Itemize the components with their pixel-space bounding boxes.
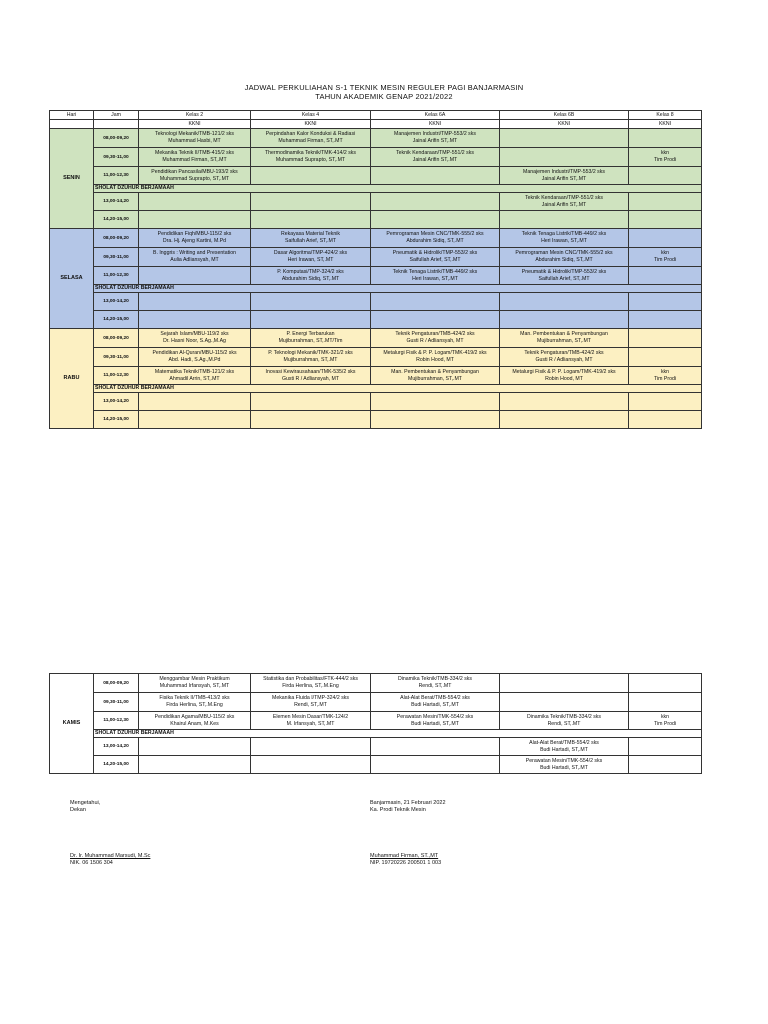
schedule-cell [629,229,702,248]
schedule-cell [629,367,702,385]
schedule-cell [139,293,251,311]
cell-text: kkn [660,368,670,375]
cell-text: Pneumatik & Hidrolik/TMP-553/2 sks [392,250,478,256]
cell-text: Teknik Tenaga Listrik/TMB-449/2 sks [392,268,478,275]
cell-text: Muhammad Suprapto, ST,.MT [275,157,346,163]
schedule-cell [251,348,371,367]
schedule-cell [500,167,629,185]
schedule-cell [251,148,371,167]
kkni-label: KKNI [139,120,251,129]
time-slot: 11,00-12,30 [94,167,139,185]
schedule-cell [500,674,629,693]
acknowledged-label: Mengetahui, [70,800,101,806]
cell-text: Abdurahim Sidiq, ST,.MT [281,275,340,282]
cell-text: kkn [660,713,670,720]
cell-text: Ahmadil Arrin, ST,.MT [169,375,220,382]
schedule-cell [139,674,251,693]
cell-text: Heri Irawan, ST,.MT [287,257,334,263]
cell-text: Pemrograman Mesin CNC/TMK-555/2 sks [386,231,484,237]
cell-text: kkn [660,150,670,156]
cell-text: Gusti R / Adliansyah, MT [281,375,340,382]
schedule-table-kamis [49,673,702,774]
time-slot: 09,30-11,00 [94,693,139,712]
cell-text: Inovasi Kewirausahaan/TMK-535/2 sks [265,368,356,375]
schedule-cell [629,148,702,167]
cell-text: Gusti R / Adliansyah, MT [535,357,593,363]
schedule-cell [371,367,500,385]
cell-text: Statistika dan Probabilitas/FTK-444/2 sks [263,676,358,682]
schedule-cell [251,311,371,329]
schedule-cell [251,129,371,148]
kkni-label: KKNI [371,120,500,129]
cell-text: Jainal Arifin ST,.MT [412,138,458,144]
cell-text: Muhammad Hasbi, MT [168,138,221,144]
schedule-cell [251,211,371,229]
cell-text: Jainal Arifin ST,.MT [412,157,458,163]
time-slot: 09,30-11,00 [94,348,139,367]
time-slot: 14,20-15,00 [94,211,139,229]
cell-text: Perawatan Mesin/TMK-554/2 sks [396,713,474,720]
cell-text: Dr. Hasni Noor, S.Ag.,M.Ag [163,338,226,344]
schedule-cell [371,738,500,756]
time-slot: 13,00-14,20 [94,293,139,311]
schedule-cell [629,393,702,411]
time-slot: 08,00-09,20 [94,229,139,248]
schedule-cell [629,129,702,148]
schedule-cell [139,712,251,730]
cell-text: Abdurahim Sidiq, ST,.MT [406,238,464,244]
cell-text: Elemen Mesin Dasar/TMK-124/2 [272,713,349,720]
cell-text: Dasar Algoritma/TMP-424/2 sks [273,250,348,256]
day-rabu: RABU [50,329,94,429]
header-kelas-4: Kelas 4 [251,111,371,120]
cell-text: Metalurgi Fisik & P. P. Logam/TMK-419/2 sks [512,368,616,375]
schedule-cell [371,674,500,693]
schedule-cell [500,348,629,367]
time-slot: 13,00-14,20 [94,393,139,411]
schedule-cell [139,148,251,167]
cell-text: Man. Pembentukan & Penyambungan [391,368,479,375]
cell-text: Dinamika Teknik/TMB-334/2 sks [398,676,472,682]
signature-right-block [370,800,446,814]
time-slot: 14,20-15,00 [94,411,139,429]
schedule-cell [500,229,629,248]
signature-right-name-block [370,853,441,867]
schedule-cell [371,248,500,267]
cell-text: Pendidikan Agama/MBU-115/2 sks [154,713,235,720]
schedule-cell [629,311,702,329]
schedule-cell [500,211,629,229]
time-slot: 14,20-15,00 [94,756,139,774]
break-row: SHOLAT DZUHUR BERJAMAAH [94,385,702,393]
schedule-cell [251,674,371,693]
kkni-label: KKNI [629,120,702,129]
schedule-cell [371,329,500,348]
cell-text: Alat-Alat Berat/TMB-554/2 sks [529,739,599,746]
schedule-cell [371,193,500,211]
cell-text: Abd. Hadi, S.Ag.,M.Pd [168,357,221,363]
schedule-cell [500,756,629,774]
cell-text: M. Irfansyah, ST,.MT [286,720,335,727]
schedule-cell [251,712,371,730]
cell-text: Budi Hartadi, ST,.MT [540,764,588,771]
schedule-cell [500,267,629,285]
time-slot: 08,00-09,20 [94,674,139,693]
schedule-cell [251,738,371,756]
signature-left-block [70,800,100,814]
schedule-cell [371,756,500,774]
cell-text: Teknik Pengaturan/TMB-424/2 sks [395,331,475,337]
cell-text: Robin Hood, MT [416,357,454,363]
schedule-cell [371,211,500,229]
schedule-title: JADWAL PERKULIAHAN S-1 TEKNIK MESIN REGULER PAGI BANJARMASIN [244,83,524,92]
signature-left-name-block [70,853,150,867]
cell-text: Tim Prodi [653,257,676,263]
cell-text: Heri Irawan, ST,.MT [541,238,587,244]
cell-text: Pendidikan Al-Quran/MBU-115/2 sks [152,350,237,356]
schedule-cell [371,348,500,367]
schedule-cell [629,674,702,693]
schedule-cell [500,193,629,211]
schedule-cell [629,738,702,756]
schedule-cell [500,148,629,167]
cell-text: Alat-Alat Berat/TMB-554/2 sks [400,695,470,701]
schedule-cell [251,411,371,429]
cell-text: Saifullah Arief, ST,.MT [538,275,590,282]
schedule-cell [500,311,629,329]
cell-text: Pemrograman Mesin CNC/TMK-555/2 sks [515,250,613,256]
cell-text: Pneumatik & Hidrolik/TMP-553/2 sks [521,268,607,275]
header-kelas-6b: Kelas 6B [500,111,629,120]
cell-text: P. Energi Terbarukan [286,331,335,337]
head-role: Ka. Prodi Teknik Mesin [370,807,426,813]
cell-text: Tim Prodi [653,375,676,382]
dean-name: Dr. Ir. Muhammad Marsudi, M.Sc [70,853,151,859]
schedule-cell [251,267,371,285]
cell-text: Jainal Arifin ST,.MT [541,201,587,208]
schedule-cell [500,693,629,712]
break-row: SHOLAT DZUHUR BERJAMAAH [94,185,702,193]
dean-id: NIK. 06 1506 304 [70,860,113,866]
place-date: Banjarmasin, 21 Februari 2022 [370,800,446,806]
schedule-cell [629,193,702,211]
cell-text: Firda Herlina, ST,.M.Eng [166,702,223,708]
cell-text: Budi Hartadi, ST,.MT [411,702,459,708]
schedule-cell [251,693,371,712]
cell-text: Dinamika Teknik/TMB-334/2 sks [527,713,601,720]
schedule-cell [371,229,500,248]
cell-text: Rendi, ST,.MT [294,702,327,708]
cell-text: Muhammad Suprapto, ST,.MT [159,175,230,182]
schedule-cell [139,229,251,248]
time-slot: 13,00-14,20 [94,738,139,756]
schedule-cell [251,293,371,311]
schedule-cell [139,311,251,329]
cell-text: Tim Prodi [653,157,676,163]
cell-text: Abdurahim Sidiq, ST,.MT [535,257,593,263]
cell-text: Robin Hood, MT [545,375,583,382]
cell-text: Mujiburrahman, ST,.MT [537,338,591,344]
schedule-cell [139,211,251,229]
schedule-table-main [49,110,702,429]
schedule-cell [371,293,500,311]
schedule-cell [629,693,702,712]
schedule-cell [371,712,500,730]
cell-text: Pendidikan Pancasila/MBU-193/2 sks [151,168,238,175]
schedule-cell [371,148,500,167]
cell-text: Rendi, ST,.MT [418,683,452,689]
schedule-cell [139,329,251,348]
cell-text: Tim Prodi [653,720,676,727]
schedule-cell [629,248,702,267]
cell-text: Menggambar Mesin Praktikum [159,676,230,682]
day-selasa: SELASA [50,229,94,329]
schedule-cell [500,293,629,311]
cell-text: Matematika Teknik/TMB-121/2 sks [154,368,235,375]
schedule-cell [139,756,251,774]
cell-text: Muhammad Firman, ST,.MT [162,157,227,163]
time-slot: 13,00-14,20 [94,193,139,211]
cell-text: Pendidikan Fiqh/MBU-115/2 sks [157,231,232,237]
cell-text: Teknologi Mekanik/TMB-121/2 sks [155,131,234,137]
cell-text: Perawatan Mesin/TMK-554/2 sks [525,757,603,764]
cell-text: Perpindahan Kalor Konduksi & Radiasi [265,131,356,137]
cell-text: Mekanika Teknik II/TMB-415/2 sks [155,150,234,156]
schedule-cell [139,693,251,712]
schedule-cell [371,267,500,285]
cell-text: Fisika Teknik II/TMB-413/2 sks [159,695,230,701]
header-kelas-8: Kelas 8 [629,111,702,120]
break-row: SHOLAT DZUHUR BERJAMAAH [94,730,702,738]
schedule-cell [629,329,702,348]
time-slot: 11,00-12,30 [94,367,139,385]
cell-text: Budi Hartadi, ST,.MT [411,720,459,727]
cell-text: P. Komputasi/TMP-324/2 sks [277,268,344,275]
schedule-cell [500,329,629,348]
cell-text: Manajemen Industri/TMP-553/2 sks [523,168,605,175]
schedule-cell [251,193,371,211]
schedule-cell [500,367,629,385]
header-kelas-2: Kelas 2 [139,111,251,120]
break-row: SHOLAT DZUHUR BERJAMAAH [94,285,702,293]
time-slot: 09,30-11,00 [94,148,139,167]
cell-text: kkn [660,250,670,256]
cell-text: Saifullah Arief, ST,.MT [284,238,337,244]
schedule-cell [251,367,371,385]
schedule-cell [251,756,371,774]
kkni-label: KKNI [251,120,371,129]
schedule-cell [500,129,629,148]
schedule-cell [251,167,371,185]
time-slot: 08,00-09,20 [94,329,139,348]
cell-text: Jainal Arifin ST,.MT [541,175,587,182]
cell-text: Mekanika Fluida I/TMP-324/2 sks [272,695,349,701]
cell-text: Sejarah Islam/MBU-119/2 sks [160,331,229,337]
cell-text: Teknik Pengaturan/TMB-424/2 sks [524,350,604,356]
cell-text: B. Inggris : Writing and Presentation [153,250,236,256]
schedule-cell [371,129,500,148]
schedule-cell [629,756,702,774]
schedule-cell [371,167,500,185]
schedule-cell [629,293,702,311]
cell-text: Mujiburrahman, ST,.MT [408,375,462,382]
cell-text: Mujiburrahman, ST,.MT [283,357,338,363]
schedule-cell [139,738,251,756]
schedule-cell [371,311,500,329]
schedule-cell [500,712,629,730]
schedule-cell [139,193,251,211]
cell-text: Rekayasa Material Teknik [280,231,340,237]
cell-text: Mujiburrahman, ST,.MT/Tim [278,338,343,344]
cell-text: Teknik Kendaraan/TMP-551/2 sks [525,194,603,201]
schedule-cell [139,348,251,367]
schedule-cell [139,367,251,385]
cell-text: Teknik Tenaga Listrik/TMB-449/2 sks [521,231,607,237]
cell-text: Man. Pembentukan & Penyambungan [520,331,608,337]
cell-text: Teknik Kendaraan/TMP-551/2 sks [396,150,474,156]
dean-role: Dekan [70,807,86,813]
schedule-cell [629,211,702,229]
schedule-cell [629,167,702,185]
schedule-cell [251,329,371,348]
cell-text: P. Teknologi Mekanik/TMK-321/2 sks [268,350,353,356]
cell-text: Dra. Hj. Ajeng Kartini, M.Pd [162,238,227,244]
cell-text: Budi Hartadi, ST,.MT [540,746,588,753]
schedule-cell [251,248,371,267]
cell-text: Aulia Adliansyah, MT [170,257,219,263]
day-kamis: KAMIS [50,674,94,774]
cell-text: Thermodinamika Teknik/TMK-414/2 sks [264,150,356,156]
schedule-cell [500,738,629,756]
schedule-cell [629,348,702,367]
cell-text: Rendi, ST,.MT [547,720,581,727]
schedule-cell [139,267,251,285]
schedule-cell [629,411,702,429]
schedule-cell [371,393,500,411]
schedule-cell [139,393,251,411]
cell-text: Heri Irawan, ST,.MT [412,275,458,282]
day-senin: SENIN [50,129,94,229]
cell-text: Manajemen Industri/TMP-553/2 sks [394,131,476,137]
schedule-cell [139,411,251,429]
schedule-cell [629,267,702,285]
time-slot: 11,00-12,30 [94,267,139,285]
header-hari: Hari [50,111,94,120]
cell-text: Khairul Anam, M.Kes [170,720,219,727]
cell-text: Muhammad Firman, ST,.MT [278,138,343,144]
cell-text: Muhammad Irfansyah, ST,.MT [159,683,230,689]
schedule-cell [500,248,629,267]
cell-text: Saifullah Arief, ST,.MT [409,257,461,263]
header-jam: Jam [94,111,139,120]
schedule-cell [139,248,251,267]
time-slot: 09,30-11,00 [94,248,139,267]
schedule-cell [139,167,251,185]
schedule-cell [139,129,251,148]
schedule-cell [371,693,500,712]
head-name: Muhammad Firman, ST.,MT [370,853,439,859]
schedule-cell [629,712,702,730]
schedule-cell [251,229,371,248]
academic-year: TAHUN AKADEMIK GENAP 2021/2022 [315,92,453,101]
cell-text: Gusti R / Adliansyah, MT [406,338,464,344]
header-kelas-6a: Kelas 6A [371,111,500,120]
time-slot: 11,00-12,30 [94,712,139,730]
time-slot: 08,00-09,20 [94,129,139,148]
kkni-label: KKNI [500,120,629,129]
schedule-cell [251,393,371,411]
schedule-cell [500,411,629,429]
cell-text: Metalurgi Fisik & P. P. Logam/TMK-419/2 sks [383,350,487,356]
schedule-cell [500,393,629,411]
schedule-cell [371,411,500,429]
cell-text: Firda Herlina, ST,.M.Eng [282,683,339,689]
head-id: NIP. 19720226 200501 1 003 [370,860,442,866]
time-slot: 14,20-15,00 [94,311,139,329]
